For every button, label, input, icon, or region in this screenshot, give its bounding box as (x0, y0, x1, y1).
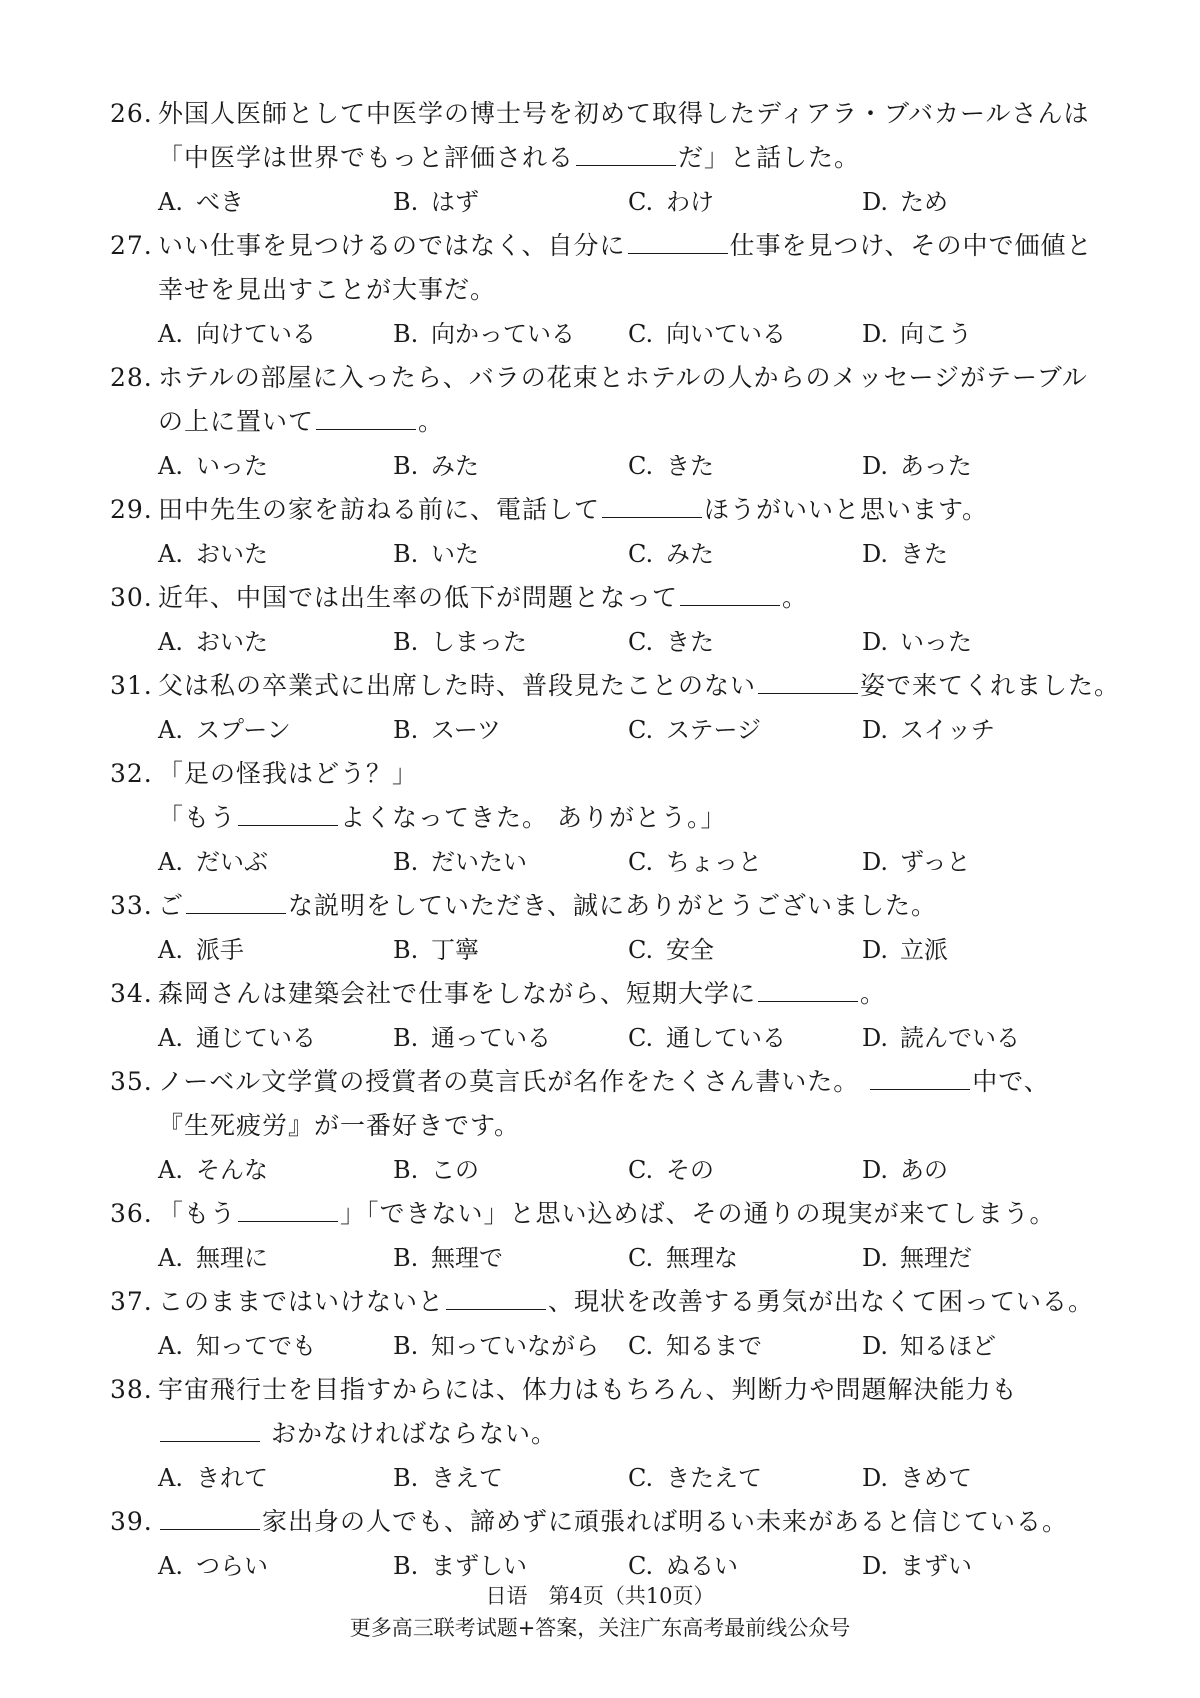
option-c (628, 1016, 786, 1060)
option-text: いった (196, 452, 268, 480)
option-a (158, 708, 291, 752)
option-text: スーツ (431, 716, 501, 744)
option-a (158, 1236, 268, 1280)
question-text-line (110, 1104, 1110, 1148)
option-letter: D. (862, 1156, 889, 1184)
option-d (862, 1016, 1020, 1060)
option-a (158, 312, 316, 356)
option-b (393, 180, 479, 224)
option-letter: C. (628, 1552, 654, 1580)
option-text: ずっと (900, 848, 971, 876)
question-number: 36. (110, 1199, 153, 1228)
question-text: 。 (418, 407, 445, 436)
option-text: わけ (666, 188, 714, 216)
option-letter: D. (862, 1552, 889, 1580)
option-c (628, 840, 762, 884)
option-b (393, 1456, 503, 1500)
question-text-line (110, 268, 1110, 312)
option-letter: C. (628, 716, 654, 744)
answer-blank (446, 1283, 546, 1310)
option-text: いた (431, 540, 479, 568)
option-text: 知っていながら (431, 1332, 599, 1360)
answer-options (110, 444, 1110, 488)
question-text-line (110, 92, 1110, 136)
option-letter: A. (158, 452, 183, 480)
question-text: よくなってきた。 ありがとう。」 (340, 803, 727, 832)
option-letter: D. (862, 936, 889, 964)
option-d (862, 928, 948, 972)
option-letter: A. (158, 1024, 183, 1052)
question-item (110, 752, 1110, 884)
option-letter: D. (862, 1024, 889, 1052)
option-text: あの (900, 1156, 948, 1184)
option-letter: B. (393, 1244, 419, 1272)
option-a (158, 1016, 316, 1060)
answer-blank (758, 975, 858, 1002)
page-info-footer: 日语 第4页（共10页） (485, 1584, 715, 1608)
question-number: 28. (110, 363, 153, 392)
option-letter: C. (628, 1464, 654, 1492)
option-text: 通じている (196, 1024, 316, 1052)
option-b (393, 1016, 551, 1060)
question-item (110, 972, 1110, 1060)
option-letter: B. (393, 716, 419, 744)
option-a (158, 444, 268, 488)
option-a (158, 928, 244, 972)
answer-options (110, 1324, 1110, 1368)
question-text-line (110, 1368, 1110, 1412)
option-c (628, 444, 714, 488)
option-text: だいぶ (196, 848, 268, 876)
question-item (110, 1192, 1110, 1280)
option-letter: B. (393, 936, 419, 964)
question-text: の上に置いて (158, 407, 315, 436)
option-text: その (666, 1156, 714, 1184)
question-text: 『生死疲労』が一番好きです。 (158, 1111, 521, 1140)
question-text: 」「できない」と思い込めば、その通りの現実が来てしまう。 (340, 1199, 1056, 1228)
option-letter: B. (393, 1156, 419, 1184)
option-d (862, 1148, 948, 1192)
question-text: 父は私の卒業式に出席した時、普段見たことのない (158, 671, 757, 700)
question-text-line (110, 576, 1110, 620)
question-item (110, 1280, 1110, 1368)
option-text: まずい (900, 1552, 972, 1580)
question-item (110, 1060, 1110, 1192)
answer-options (110, 1148, 1110, 1192)
option-letter: D. (862, 540, 889, 568)
answer-blank (576, 139, 676, 166)
answer-options (110, 312, 1110, 356)
question-text: な説明をしていただき、誠にありがとうございました。 (288, 891, 938, 920)
option-text: きえて (431, 1464, 503, 1492)
answer-blank (870, 1063, 970, 1090)
option-letter: B. (393, 1552, 419, 1580)
option-text: 安全 (666, 936, 714, 964)
option-text: 知るまで (666, 1332, 762, 1360)
option-c (628, 180, 714, 224)
option-c (628, 928, 714, 972)
option-text: 向いている (666, 320, 786, 348)
option-letter: C. (628, 1332, 654, 1360)
question-text-line (110, 356, 1110, 400)
option-a (158, 1456, 268, 1500)
option-c (628, 312, 786, 356)
option-b (393, 1148, 479, 1192)
option-letter: A. (158, 716, 183, 744)
option-d (862, 708, 995, 752)
question-text: 幸せを見出すことが大事だ。 (158, 275, 497, 304)
question-item (110, 576, 1110, 664)
answer-options (110, 620, 1110, 664)
question-text: 「もう (158, 803, 237, 832)
option-letter: B. (393, 1024, 419, 1052)
question-text: おかなければならない。 (262, 1419, 557, 1448)
answer-blank (160, 1415, 260, 1442)
answer-blank (628, 227, 728, 254)
question-number: 32. (110, 759, 153, 788)
question-item (110, 664, 1121, 752)
option-c (628, 1236, 738, 1280)
option-letter: C. (628, 1244, 654, 1272)
option-text: そんな (196, 1156, 268, 1184)
option-text: きた (666, 452, 714, 480)
option-text: つらい (196, 1552, 268, 1580)
option-text: スイッチ (900, 716, 996, 744)
option-b (393, 1324, 599, 1368)
option-letter: A. (158, 936, 183, 964)
option-text: 通っている (431, 1024, 551, 1052)
question-text-line (110, 488, 1110, 532)
option-text: 丁寧 (431, 936, 479, 964)
option-letter: D. (862, 1332, 889, 1360)
option-letter: D. (862, 848, 889, 876)
option-text: 無理だ (900, 1244, 972, 1272)
option-text: ちょっと (666, 848, 762, 876)
answer-options (110, 928, 1110, 972)
question-text-line (110, 1060, 1110, 1104)
option-a (158, 180, 244, 224)
option-letter: B. (393, 848, 419, 876)
question-text: 。 (860, 979, 887, 1008)
question-number: 39. (110, 1507, 153, 1536)
option-a (158, 1148, 268, 1192)
option-text: 派手 (196, 936, 244, 964)
question-text-line (110, 1500, 1110, 1544)
question-list (110, 92, 1121, 1588)
option-letter: B. (393, 1464, 419, 1492)
option-letter: C. (628, 320, 654, 348)
question-text: このままではいけないと (158, 1287, 445, 1316)
question-number: 29. (110, 495, 153, 524)
option-d (862, 180, 948, 224)
option-text: 向かっている (431, 320, 575, 348)
question-number: 27. (110, 231, 153, 260)
option-letter: A. (158, 1244, 183, 1272)
option-b (393, 532, 479, 576)
option-text: 知ってでも (196, 1332, 316, 1360)
option-text: きめて (900, 1464, 972, 1492)
question-text: 中で、 (972, 1067, 1050, 1096)
answer-options (110, 1236, 1110, 1280)
option-d (862, 532, 948, 576)
option-d (862, 1324, 996, 1368)
option-b (393, 708, 501, 752)
option-c (628, 1148, 714, 1192)
option-d (862, 444, 972, 488)
option-a (158, 620, 268, 664)
option-letter: C. (628, 848, 654, 876)
option-d (862, 312, 972, 356)
answer-options (110, 708, 1110, 752)
question-number: 31. (110, 671, 153, 700)
option-c (628, 1456, 762, 1500)
option-b (393, 620, 527, 664)
question-text: 田中先生の家を訪ねる前に、電話して (158, 495, 601, 524)
option-c (628, 620, 714, 664)
question-text: だ」と話した。 (678, 143, 861, 172)
option-letter: D. (862, 188, 889, 216)
option-a (158, 840, 268, 884)
question-item (110, 356, 1110, 488)
option-letter: B. (393, 188, 419, 216)
option-text: この (431, 1156, 479, 1184)
question-number: 26. (110, 99, 153, 128)
option-letter: D. (862, 452, 889, 480)
question-item (110, 488, 1110, 576)
question-text: ノーベル文学賞の授賞者の莫言氏が名作をたくさん書いた。 (158, 1067, 869, 1096)
option-c (628, 532, 714, 576)
option-letter: D. (862, 320, 889, 348)
option-text: ぬるい (666, 1552, 738, 1580)
option-letter: B. (393, 452, 419, 480)
question-text: 、現状を改善する勇気が出なくて困っている。 (548, 1287, 1095, 1316)
option-letter: A. (158, 188, 183, 216)
answer-blank (680, 579, 780, 606)
option-letter: C. (628, 936, 654, 964)
option-text: あった (900, 452, 972, 480)
option-letter: A. (158, 540, 183, 568)
option-letter: A. (158, 848, 183, 876)
answer-options (110, 1016, 1110, 1060)
option-c (628, 1324, 762, 1368)
question-text-line (110, 1192, 1110, 1236)
option-text: きた (666, 628, 714, 656)
option-text: おいた (196, 540, 268, 568)
option-b (393, 312, 575, 356)
question-number: 38. (110, 1375, 153, 1404)
question-text-line (110, 796, 1110, 840)
question-text-line (110, 884, 1110, 928)
option-text: 無理で (431, 1244, 503, 1272)
option-letter: A. (158, 320, 183, 348)
option-b (393, 928, 479, 972)
question-text: 姿で来てくれました。 (860, 671, 1121, 700)
option-d (862, 1456, 972, 1500)
option-letter: B. (393, 320, 419, 348)
option-a (158, 532, 268, 576)
question-text: ほうがいいと思います。 (704, 495, 989, 524)
option-letter: B. (393, 628, 419, 656)
option-letter: D. (862, 1244, 889, 1272)
option-letter: D. (862, 628, 889, 656)
option-letter: C. (628, 1024, 654, 1052)
option-text: 向こう (900, 320, 972, 348)
answer-options (110, 1456, 1110, 1500)
option-letter: A. (158, 1552, 183, 1580)
question-text: 「中医学は世界でもっと評価される (158, 143, 575, 172)
option-c (628, 708, 761, 752)
option-b (393, 444, 479, 488)
question-text-line (110, 1412, 1110, 1456)
option-text: いった (900, 628, 972, 656)
question-text: 仕事を見つけ、その中で価値と (729, 231, 1093, 260)
question-number: 33. (110, 891, 153, 920)
option-text: 知るほど (900, 1332, 996, 1360)
question-number: 37. (110, 1287, 153, 1316)
option-letter: A. (158, 1464, 183, 1492)
question-text-line (110, 1280, 1110, 1324)
option-letter: C. (628, 628, 654, 656)
question-number: 30. (110, 583, 153, 612)
option-text: 通している (666, 1024, 786, 1052)
question-text-line (110, 752, 1110, 796)
question-text: 「もう (158, 1199, 237, 1228)
question-text: 家出身の人でも、諦めずに頑張れば明るい未来があると信じている。 (262, 1507, 1069, 1536)
option-text: ため (900, 188, 948, 216)
question-text: ご (158, 891, 185, 920)
option-letter: A. (158, 628, 183, 656)
option-text: みた (666, 540, 714, 568)
option-letter: D. (862, 716, 889, 744)
option-letter: A. (158, 1332, 183, 1360)
option-text: きたえて (666, 1464, 762, 1492)
option-d (862, 1236, 972, 1280)
option-letter: B. (393, 540, 419, 568)
option-letter: C. (628, 540, 654, 568)
answer-blank (160, 1503, 260, 1530)
option-text: まずしい (431, 1552, 527, 1580)
question-text-line (110, 400, 1110, 444)
question-text: 近年、中国では出生率の低下が問題となって (158, 583, 679, 612)
option-text: だいたい (431, 848, 527, 876)
answer-blank (602, 491, 702, 518)
promo-footer: 更多高三联考试题+答案，关注广东高考最前线公众号 (349, 1616, 851, 1640)
option-text: 立派 (900, 936, 948, 964)
answer-options (110, 840, 1110, 884)
question-item (110, 92, 1110, 224)
answer-blank (316, 403, 416, 430)
question-text: 外国人医師として中医学の博士号を初めて取得したディアラ・ブバカールさんは (158, 99, 1090, 128)
option-letter: B. (393, 1332, 419, 1360)
option-letter: C. (628, 188, 654, 216)
option-text: しまった (431, 628, 527, 656)
option-d (862, 620, 972, 664)
question-item (110, 1500, 1110, 1588)
answer-blank (238, 799, 338, 826)
option-text: おいた (196, 628, 268, 656)
question-text: 。 (782, 583, 809, 612)
answer-options (110, 180, 1110, 224)
option-letter: C. (628, 452, 654, 480)
question-text-line (110, 664, 1121, 708)
answer-options (110, 532, 1110, 576)
option-text: べき (196, 188, 244, 216)
option-text: 向けている (196, 320, 316, 348)
answer-blank (758, 667, 858, 694)
option-text: スプーン (196, 716, 291, 744)
option-a (158, 1324, 316, 1368)
question-item (110, 224, 1110, 356)
option-letter: A. (158, 1156, 183, 1184)
answer-blank (186, 887, 286, 914)
question-text-line (110, 224, 1110, 268)
question-text-line (110, 136, 1110, 180)
option-b (393, 840, 527, 884)
option-text: みた (431, 452, 479, 480)
answer-blank (238, 1195, 338, 1222)
option-text: きれて (196, 1464, 268, 1492)
question-text-line (110, 972, 1110, 1016)
question-item (110, 1368, 1110, 1500)
question-number: 34. (110, 979, 153, 1008)
question-text: 「足の怪我はどう？」 (158, 759, 419, 788)
question-text: 宇宙飛行士を目指すからには、体力はもちろん、判断力や問題解決能力も (158, 1375, 1018, 1404)
option-letter: C. (628, 1156, 654, 1184)
option-d (862, 840, 971, 884)
option-text: はず (431, 188, 479, 216)
option-text: 読んでいる (900, 1024, 1020, 1052)
option-text: きた (900, 540, 948, 568)
option-text: 無理に (196, 1244, 268, 1272)
question-number: 35. (110, 1067, 153, 1096)
question-text: ホテルの部屋に入ったら、バラの花束とホテルの人からのメッセージがテーブル (158, 363, 1088, 392)
question-text: 森岡さんは建築会社で仕事をしながら、短期大学に (158, 979, 757, 1008)
option-letter: D. (862, 1464, 889, 1492)
option-text: 無理な (666, 1244, 738, 1272)
option-b (393, 1236, 503, 1280)
option-text: ステージ (666, 716, 762, 744)
question-text: いい仕事を見つけるのではなく、自分に (158, 231, 626, 260)
question-item (110, 884, 1110, 972)
